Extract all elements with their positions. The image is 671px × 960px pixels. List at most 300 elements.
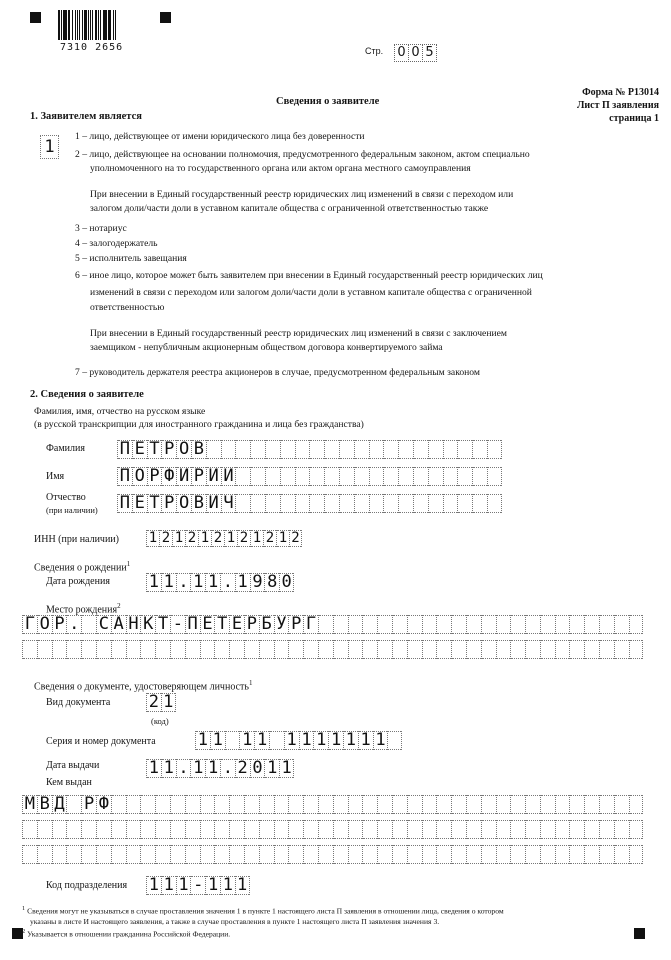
char-cell: 1 [313,731,328,750]
char-cell [629,795,644,814]
char-cell [487,494,502,513]
char-cell [229,820,244,839]
char-cell [629,845,644,864]
char-cell: К [140,615,155,634]
inn-field[interactable] [146,530,302,547]
char-cell [555,615,570,634]
char-cell [126,845,141,864]
char-cell [333,615,348,634]
char-cell [37,845,52,864]
char-cell [472,494,487,513]
char-cell [466,615,481,634]
char-cell [280,440,295,459]
char-cell [496,640,511,659]
char-cell [362,795,377,814]
form-number: Форма № Р13014 [582,87,659,98]
page-digit: 0 [408,44,423,62]
char-cell: 1 [205,573,220,592]
char-cell [126,820,141,839]
fio-subcaption: (в русской транскрипции для иностранного гражданина и лица без гражданства) [34,419,364,430]
char-cell [140,820,155,839]
char-cell [185,820,200,839]
char-cell [309,440,324,459]
char-cell [599,820,614,839]
page-number-field [395,44,437,62]
char-cell [369,440,384,459]
char-cell [398,440,413,459]
char-cell: Е [132,440,147,459]
char-cell [387,731,402,750]
char-cell [481,615,496,634]
char-cell [383,440,398,459]
char-cell [96,845,111,864]
char-cell [200,845,215,864]
char-cell [200,795,215,814]
char-cell: 1 [224,530,237,547]
char-cell [413,440,428,459]
form-page: страница 1 [609,113,659,124]
issue-date-field[interactable] [146,759,294,778]
char-cell [481,845,496,864]
char-cell: Р [191,467,206,486]
char-cell [422,845,437,864]
issued-by-field-line3[interactable] [22,845,643,864]
char-cell [540,845,555,864]
char-cell [229,640,244,659]
char-cell [339,494,354,513]
char-cell [481,640,496,659]
char-cell: П [117,467,132,486]
char-cell [629,615,644,634]
char-cell [126,640,141,659]
char-cell [466,820,481,839]
char-cell: Р [147,467,162,486]
char-cell [510,845,525,864]
footnotes [22,904,652,939]
char-cell [540,640,555,659]
doc-caption-text: Сведения о документе, удостоверяющем личность [34,681,249,693]
char-cell [496,615,511,634]
barcode-number: 7310 2656 [60,42,124,53]
char-cell [362,640,377,659]
char-cell [235,440,250,459]
char-cell [185,845,200,864]
char-cell [451,795,466,814]
char-cell [170,795,185,814]
char-cell [274,845,289,864]
char-cell: Г [303,615,318,634]
option-6-cont2: ответственностью [90,302,165,313]
doc-type-label: Вид документа [46,697,111,708]
option-6-cont: изменений в связи с переходом или залогом доли/части доли в уставном капитале общества с ограниченной [90,287,532,298]
footnote-1-cont: указаны в листе И настоящего заявления, а также в случае проставления в пункте 1 настоящего листа П заявления значения 3. [30,916,440,926]
char-cell [407,640,422,659]
char-cell [37,820,52,839]
char-cell [614,795,629,814]
page-digit: 0 [394,44,409,62]
form-sheet: Лист П заявления [576,100,659,111]
char-cell: У [274,615,289,634]
char-cell [422,795,437,814]
char-cell [295,494,310,513]
char-cell [229,795,244,814]
char-cell: 1 [264,759,279,778]
char-cell: 9 [250,573,265,592]
char-cell: . [66,615,81,634]
char-cell [333,820,348,839]
char-cell: В [37,795,52,814]
char-cell [259,845,274,864]
char-cell [422,820,437,839]
char-cell [599,845,614,864]
char-cell [22,845,37,864]
char-cell: 2 [185,530,198,547]
char-cell: 1 [161,759,176,778]
char-cell [451,640,466,659]
char-cell [81,845,96,864]
char-cell [487,440,502,459]
char-cell [392,615,407,634]
char-cell [540,795,555,814]
char-cell [348,615,363,634]
form-header [577,86,659,125]
char-cell [398,494,413,513]
char-cell [348,640,363,659]
char-cell: 1 [299,731,314,750]
char-cell: 1 [146,759,161,778]
char-cell [392,640,407,659]
char-cell: 1 [239,731,254,750]
char-cell [111,640,126,659]
char-cell [170,820,185,839]
doc-type-field[interactable] [146,693,176,712]
issued-by-field-line1[interactable] [22,795,643,814]
char-cell [377,795,392,814]
char-cell [309,494,324,513]
char-cell [428,467,443,486]
birth-caption [34,558,130,574]
char-cell [155,795,170,814]
footnote-ref-2: 2 [117,602,121,610]
char-cell [318,615,333,634]
char-cell: П [117,440,132,459]
footnote-ref-1: 1 [126,560,131,568]
char-cell: 2 [235,759,250,778]
char-cell [348,795,363,814]
char-cell: Ч [221,494,236,513]
char-cell [250,440,265,459]
char-cell: 8 [264,573,279,592]
doc-type-code: (код) [151,716,169,726]
char-cell [295,440,310,459]
doc-series-label: Серия и номер документа [46,736,156,747]
char-cell: В [191,440,206,459]
char-cell: 1 [146,530,159,547]
char-cell [66,820,81,839]
char-cell [140,640,155,659]
char-cell: . [220,573,235,592]
char-cell [457,494,472,513]
char-cell [472,467,487,486]
char-cell: 2 [211,530,224,547]
char-cell: 1 [279,759,294,778]
option-7: 7 – руководитель держателя реестра акционеров в случае, предусмотренном федеральным законом [75,367,480,378]
char-cell [354,494,369,513]
char-cell [81,615,96,634]
char-cell [481,795,496,814]
char-cell [324,467,339,486]
char-cell [614,615,629,634]
char-cell [377,615,392,634]
char-cell [472,440,487,459]
char-cell [333,795,348,814]
char-cell: Е [229,615,244,634]
char-cell [66,640,81,659]
char-cell [614,845,629,864]
char-cell: 1 [198,530,211,547]
char-cell [525,845,540,864]
char-cell: 1 [205,876,220,895]
char-cell [214,845,229,864]
char-cell [274,795,289,814]
char-cell [584,640,599,659]
option-6-note: При внесении в Единый государственный реестр юридических лиц изменений в связи с заключением [90,328,507,339]
char-cell [377,845,392,864]
char-cell [584,820,599,839]
char-cell [214,795,229,814]
inn-label: ИНН (при наличии) [34,534,119,545]
footnote-2 [22,927,652,940]
char-cell [599,615,614,634]
char-cell [457,440,472,459]
char-cell: Р [52,615,67,634]
char-cell [66,795,81,814]
char-cell [66,845,81,864]
char-cell: О [37,615,52,634]
doc-series-field[interactable] [195,731,402,750]
char-cell [436,795,451,814]
char-cell: М [22,795,37,814]
option-5: 5 – исполнитель завещания [75,253,187,264]
char-cell: 1 [373,731,388,750]
char-cell [451,820,466,839]
char-cell: В [191,494,206,513]
char-cell [392,845,407,864]
char-cell [354,467,369,486]
char-cell: А [111,615,126,634]
char-cell [140,795,155,814]
char-cell: Р [161,440,176,459]
char-cell: 1 [146,876,161,895]
birth-place-field-line2[interactable] [22,640,643,659]
char-cell [111,845,126,864]
birth-date-field[interactable] [146,573,294,592]
char-cell: 1 [190,573,205,592]
char-cell: 2 [159,530,172,547]
char-cell [229,845,244,864]
char-cell [525,795,540,814]
char-cell [428,494,443,513]
char-cell [244,640,259,659]
char-cell [235,494,250,513]
char-cell: 0 [250,759,265,778]
char-cell [37,640,52,659]
char-cell [407,615,422,634]
char-cell: Д [52,795,67,814]
footnote-1-text: Сведения могут не указываться в случае проставления значения 1 в пункте 1 настоящего листа П заявления в отношении лица, сведения о котором [27,906,504,916]
char-cell: 1 [172,530,185,547]
char-cell [569,795,584,814]
name-field[interactable] [117,467,502,486]
page-label: Стр. [365,46,384,56]
char-cell [496,845,511,864]
char-cell [214,820,229,839]
char-cell [303,640,318,659]
char-cell [22,820,37,839]
surname-field[interactable] [117,440,502,459]
option-3: 3 – нотариус [75,223,127,234]
char-cell: 1 [205,759,220,778]
char-cell [52,820,67,839]
char-cell [443,494,458,513]
char-cell [288,820,303,839]
char-cell [383,494,398,513]
char-cell [383,467,398,486]
char-cell: 1 [250,530,263,547]
char-cell [629,820,644,839]
char-cell [510,640,525,659]
char-cell [111,820,126,839]
option-2: 2 – лицо, действующее на основании полномочия, предусмотренного федеральным законом, актом специально [75,149,530,160]
char-cell [569,640,584,659]
patronymic-field[interactable] [117,494,502,513]
char-cell [96,640,111,659]
doc-caption [34,677,252,693]
char-cell [413,494,428,513]
char-cell [214,640,229,659]
birth-caption-text: Сведения о рождении [34,562,127,574]
section2-title: 2. Сведения о заявителе [30,389,144,400]
char-cell [584,615,599,634]
char-cell [510,795,525,814]
char-cell [481,820,496,839]
char-cell [200,640,215,659]
char-cell [422,615,437,634]
issued-by-field-line2[interactable] [22,820,643,839]
char-cell: Р [244,615,259,634]
char-cell [599,795,614,814]
char-cell: О [132,467,147,486]
char-cell [377,820,392,839]
char-cell [155,820,170,839]
char-cell: И [206,467,221,486]
char-cell [436,640,451,659]
dept-code-field[interactable] [146,876,250,895]
char-cell [333,845,348,864]
char-cell [81,640,96,659]
char-cell [225,731,240,750]
char-cell [451,615,466,634]
char-cell [221,440,236,459]
char-cell [555,795,570,814]
birth-place-field-line1[interactable] [22,615,643,634]
char-cell: Р [161,494,176,513]
char-cell: 2 [289,530,302,547]
char-cell: И [206,494,221,513]
char-cell: Ф [161,467,176,486]
char-cell [206,440,221,459]
char-cell [369,467,384,486]
char-cell [496,820,511,839]
char-cell: И [221,467,236,486]
char-cell [280,467,295,486]
char-cell: Е [132,494,147,513]
birth-place-label-text: Место рождения [46,604,118,616]
char-cell [407,795,422,814]
char-cell [436,820,451,839]
char-cell: Т [214,615,229,634]
char-cell [457,467,472,486]
char-cell: Н [126,615,141,634]
char-cell [185,795,200,814]
char-cell: . [176,573,191,592]
form-title: Сведения о заявителе [276,96,380,107]
char-cell [155,845,170,864]
char-cell [111,795,126,814]
char-cell [496,795,511,814]
char-cell: Г [22,615,37,634]
char-cell [407,845,422,864]
char-cell [398,467,413,486]
char-cell [540,615,555,634]
char-cell [265,494,280,513]
char-cell [309,467,324,486]
option-6: 6 – иное лицо, которое может быть заявителем при внесении в Единый государственный реестр юридических лиц [75,270,543,281]
barcode [58,10,136,40]
char-cell: 1 [276,530,289,547]
char-cell: 1 [284,731,299,750]
char-cell [339,467,354,486]
footnote-2-text: Указывается в отношении гражданина Российской Федерации. [27,929,231,939]
char-cell: П [117,494,132,513]
char-cell: 1 [146,573,161,592]
char-cell [369,494,384,513]
char-cell: 1 [190,759,205,778]
char-cell [466,795,481,814]
footnote-2-mark: 2 [22,927,26,935]
char-cell [318,795,333,814]
char-cell [126,795,141,814]
char-cell [354,440,369,459]
char-cell: 1 [195,731,210,750]
char-cell [235,467,250,486]
char-cell [443,467,458,486]
char-cell [250,494,265,513]
char-cell: Т [147,440,162,459]
char-cell [525,640,540,659]
char-cell [244,795,259,814]
char-cell [428,440,443,459]
char-cell [540,820,555,839]
char-cell: 2 [146,693,161,712]
char-cell [280,494,295,513]
fio-caption: Фамилия, имя, отчество на русском языке [34,406,206,417]
char-cell: 1 [328,731,343,750]
applicant-type-field[interactable]: 1 [40,135,59,159]
option-2-note: При внесении в Единый государственный реестр юридических лиц изменений в связи с переходом или [90,189,514,200]
char-cell: И [176,467,191,486]
char-cell [436,845,451,864]
